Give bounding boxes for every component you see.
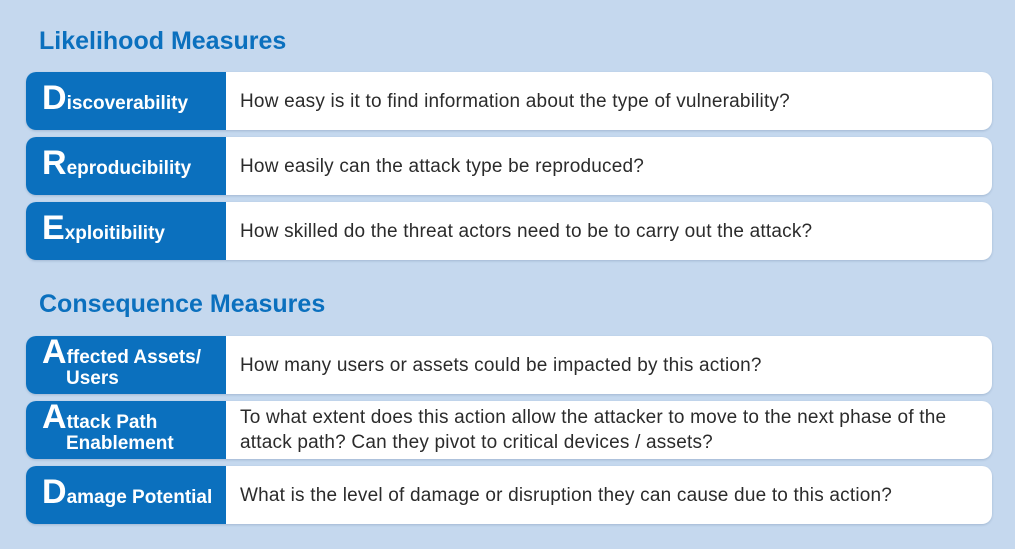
consequence-row-attack-path: [26, 401, 992, 459]
label-initial: E: [42, 209, 65, 247]
label-initial: D: [42, 473, 67, 511]
label-text: ttack Path: [66, 412, 158, 433]
consequence-row-damage-potential: [26, 466, 992, 524]
row-label: [26, 202, 226, 260]
row-description: How easy is it to find information about the type of vulnerability?: [240, 90, 790, 112]
row-description: How skilled do the threat actors need to be to carry out the attack?: [240, 220, 813, 242]
consequence-row-affected-assets: [26, 336, 992, 394]
consequence-title: Consequence Measures: [39, 290, 326, 318]
label-text-line2: Users: [66, 368, 119, 389]
label-initial: D: [42, 79, 67, 117]
row-label: [26, 401, 226, 459]
label-text: eproducibility: [66, 158, 192, 179]
label-initial: R: [42, 144, 67, 182]
likelihood-row-discoverability: [26, 72, 992, 130]
row-label: [26, 137, 226, 195]
label-text: amage Potential: [66, 487, 213, 508]
row-description: How easily can the attack type be reproduced?: [240, 155, 645, 177]
label-text: iscoverability: [66, 93, 189, 114]
row-label: [26, 336, 226, 394]
row-label: [26, 466, 226, 524]
label-text: xploitibility: [64, 223, 165, 244]
label-text: ffected Assets/: [66, 347, 202, 368]
row-description: To what extent does this action allow the attacker to move to the next phase of the attack path? Can they pivot to critical devices / assets?: [240, 407, 947, 453]
label-initial: A: [42, 401, 67, 436]
row-description: How many users or assets could be impacted by this action?: [240, 354, 762, 376]
label-initial: A: [42, 336, 67, 371]
likelihood-row-reproducibility: [26, 137, 992, 195]
likelihood-row-exploitibility: [26, 202, 992, 260]
likelihood-title: Likelihood Measures: [39, 27, 287, 55]
label-text-line2: Enablement: [66, 433, 174, 454]
row-description: What is the level of damage or disruption they can cause due to this action?: [240, 484, 893, 506]
row-label: [26, 72, 226, 130]
